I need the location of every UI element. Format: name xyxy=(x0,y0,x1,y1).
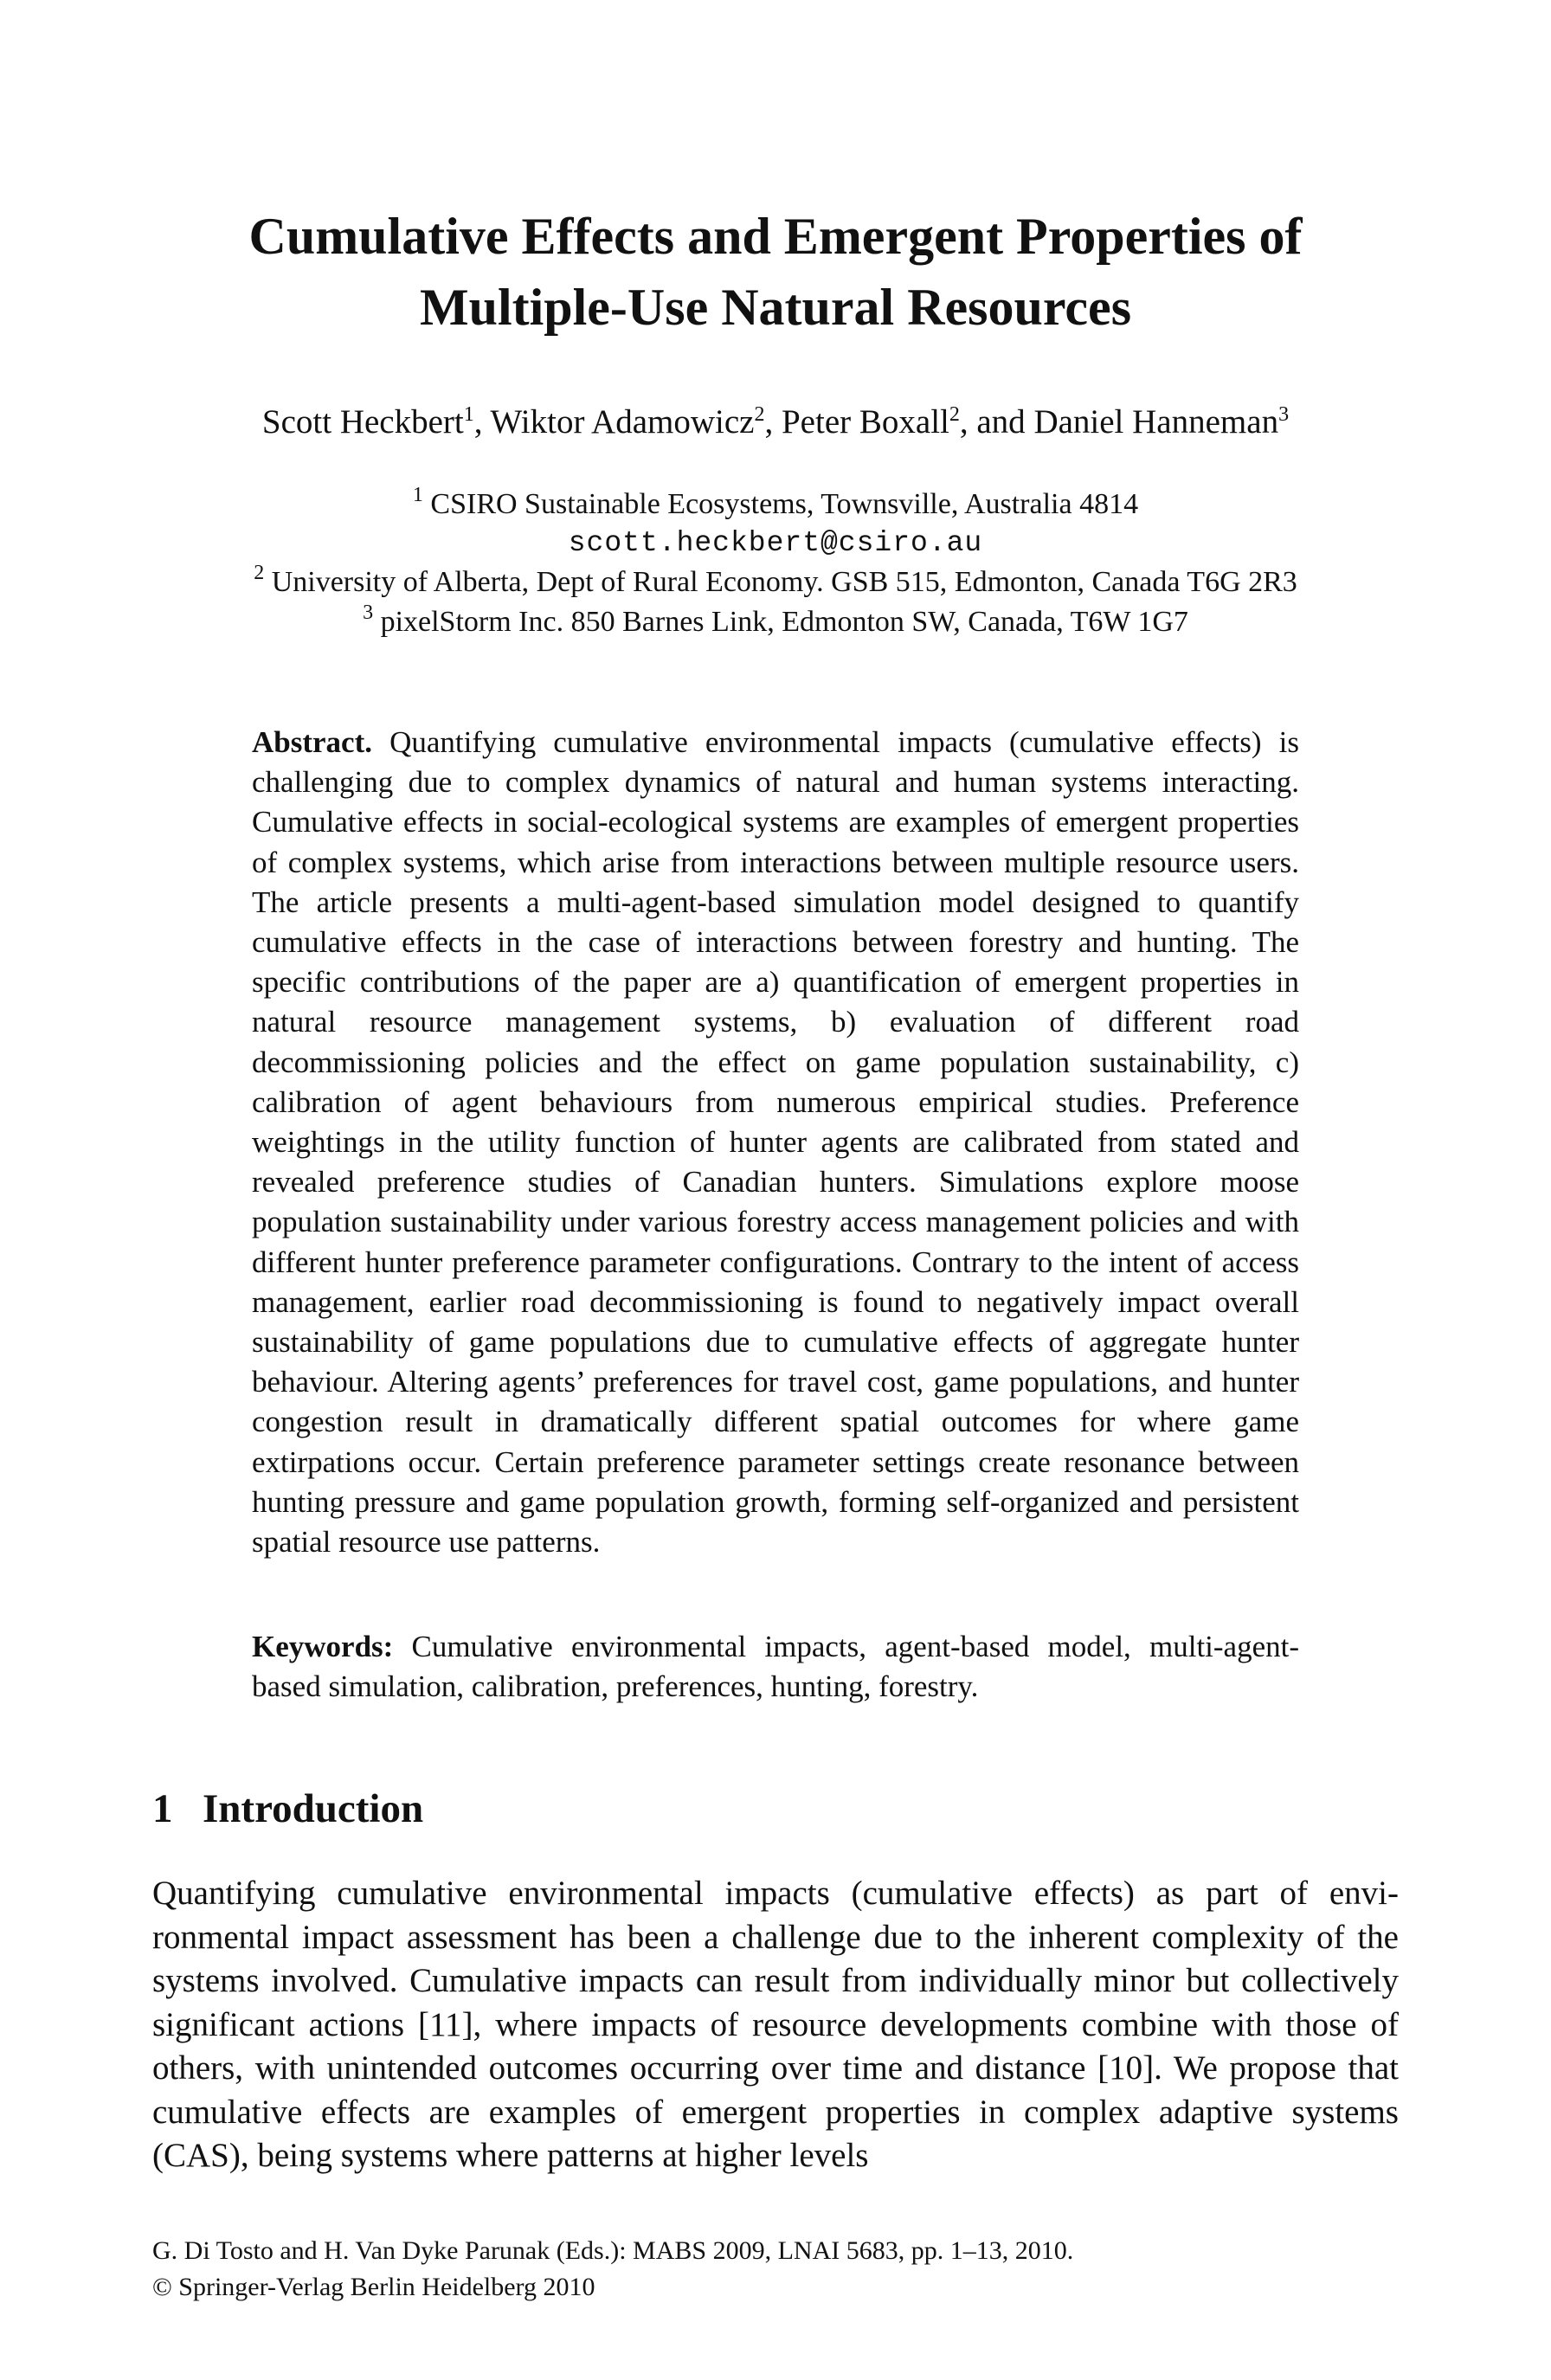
section-heading xyxy=(152,1783,423,1835)
author-email[interactable]: scott.heckbert@csiro.au xyxy=(568,527,983,559)
author-separator: , and xyxy=(959,403,1034,441)
paper-title xyxy=(0,201,1551,343)
keywords-text: Cumulative environmental impacts, agent-based model, multi-agent-based simulation, calibration, preferences, hunting, forestry. xyxy=(252,1630,1299,1704)
author-affil-mark: 2 xyxy=(949,403,960,426)
author-list xyxy=(0,400,1551,445)
title-line-1: Cumulative Effects and Emergent Properties of xyxy=(248,208,1303,265)
author-name: Wiktor Adamowicz xyxy=(490,403,755,441)
affil-text: pixelStorm Inc. 850 Barnes Link, Edmonton SW, Canada, T6W 1G7 xyxy=(373,606,1188,638)
author-name: Peter Boxall xyxy=(781,403,949,441)
abstract xyxy=(252,723,1299,1562)
author-affil-mark: 1 xyxy=(463,403,474,426)
title-line-2: Multiple-Use Natural Resources xyxy=(419,279,1132,336)
author-name: Daniel Hanneman xyxy=(1033,403,1279,441)
affil-mark: 3 xyxy=(363,601,374,624)
author-name: Scott Heckbert xyxy=(261,403,464,441)
footer-copyright: © Springer-Verlag Berlin Heidelberg 2010 xyxy=(152,2273,595,2301)
author-affil-mark: 3 xyxy=(1278,403,1290,426)
affil-mark: 1 xyxy=(412,484,423,506)
keywords xyxy=(252,1627,1299,1707)
page-footer xyxy=(152,2233,1073,2306)
affiliations xyxy=(0,485,1551,642)
affiliation-2 xyxy=(0,563,1551,602)
section-title: Introduction xyxy=(203,1786,424,1831)
author-separator: , xyxy=(764,403,782,441)
abstract-text: Quantifying cumulative environmental impacts (cumulative effects) is challenging due to complex dynamics of natural and human systems interacting. Cumulative effects in social-ecological systems are examples of emergent properties of complex systems, which arise from interactions between multiple resource users. The article presents a multi-agent-based simulation model designed to quantify cumulative effects in the case of interactions between forestry and hunting. The specific contributions of the paper are a) quantification of emergent properties in natural resource management systems, b) evaluation of different road decommissioning policies and the effect on game population sustainability, c) calibration of agent behaviours from numerous empirical studies. Preference weightings in the utility function of hunter agents are calibrated from stated and revealed preference studies of Canadian hunters. Simulations explore moose population sustainability under various forestry access management policies and with different hunter preference parameter configurations. Contrary to the intent of access management, earlier road decommissioning is found to negatively impact overall sustainability of game populations due to cumulative effects of aggregate hunter behaviour. Altering agents’ preferences for travel cost, game populations, and hunter congestion result in dramatically different spatial outcomes for where game extirpations occur. Certain preference parameter settings create resonance between hunting pressure and game population growth, forming self-organized and persistent spatial resource use patterns. xyxy=(252,725,1299,1560)
intro-paragraph: Quantifying cumulative environmental impacts (cumulative effects) as part of environmental impact assessment has been a challenge due to the inherent complexity of the systems involved. Cumulative impacts can result from individually minor but collectively significant actions [11], where impacts of resource developments combine with those of others, with unintended outcomes occurring over time and distance [10]. We propose that cumulative effects are examples of emergent properties in complex adaptive systems (CAS), being systems where patterns at higher levels xyxy=(152,1875,1399,2174)
affil-text: CSIRO Sustainable Ecosystems, Townsville, Australia 4814 xyxy=(422,488,1139,520)
abstract-label: Abstract. xyxy=(252,725,372,759)
affil-mark: 2 xyxy=(254,562,265,584)
affiliation-1 xyxy=(0,485,1551,524)
footer-citation: G. Di Tosto and H. Van Dyke Parunak (Eds.): MABS 2009, LNAI 5683, pp. 1–13, 2010. xyxy=(152,2236,1074,2265)
affiliation-3 xyxy=(0,602,1551,642)
keywords-label: Keywords: xyxy=(252,1630,394,1663)
affil-text: University of Alberta, Dept of Rural Economy. GSB 515, Edmonton, Canada T6G 2R3 xyxy=(264,566,1297,598)
author-separator: , xyxy=(473,403,491,441)
author-affil-mark: 2 xyxy=(754,403,765,426)
section-number: 1 xyxy=(152,1786,173,1831)
